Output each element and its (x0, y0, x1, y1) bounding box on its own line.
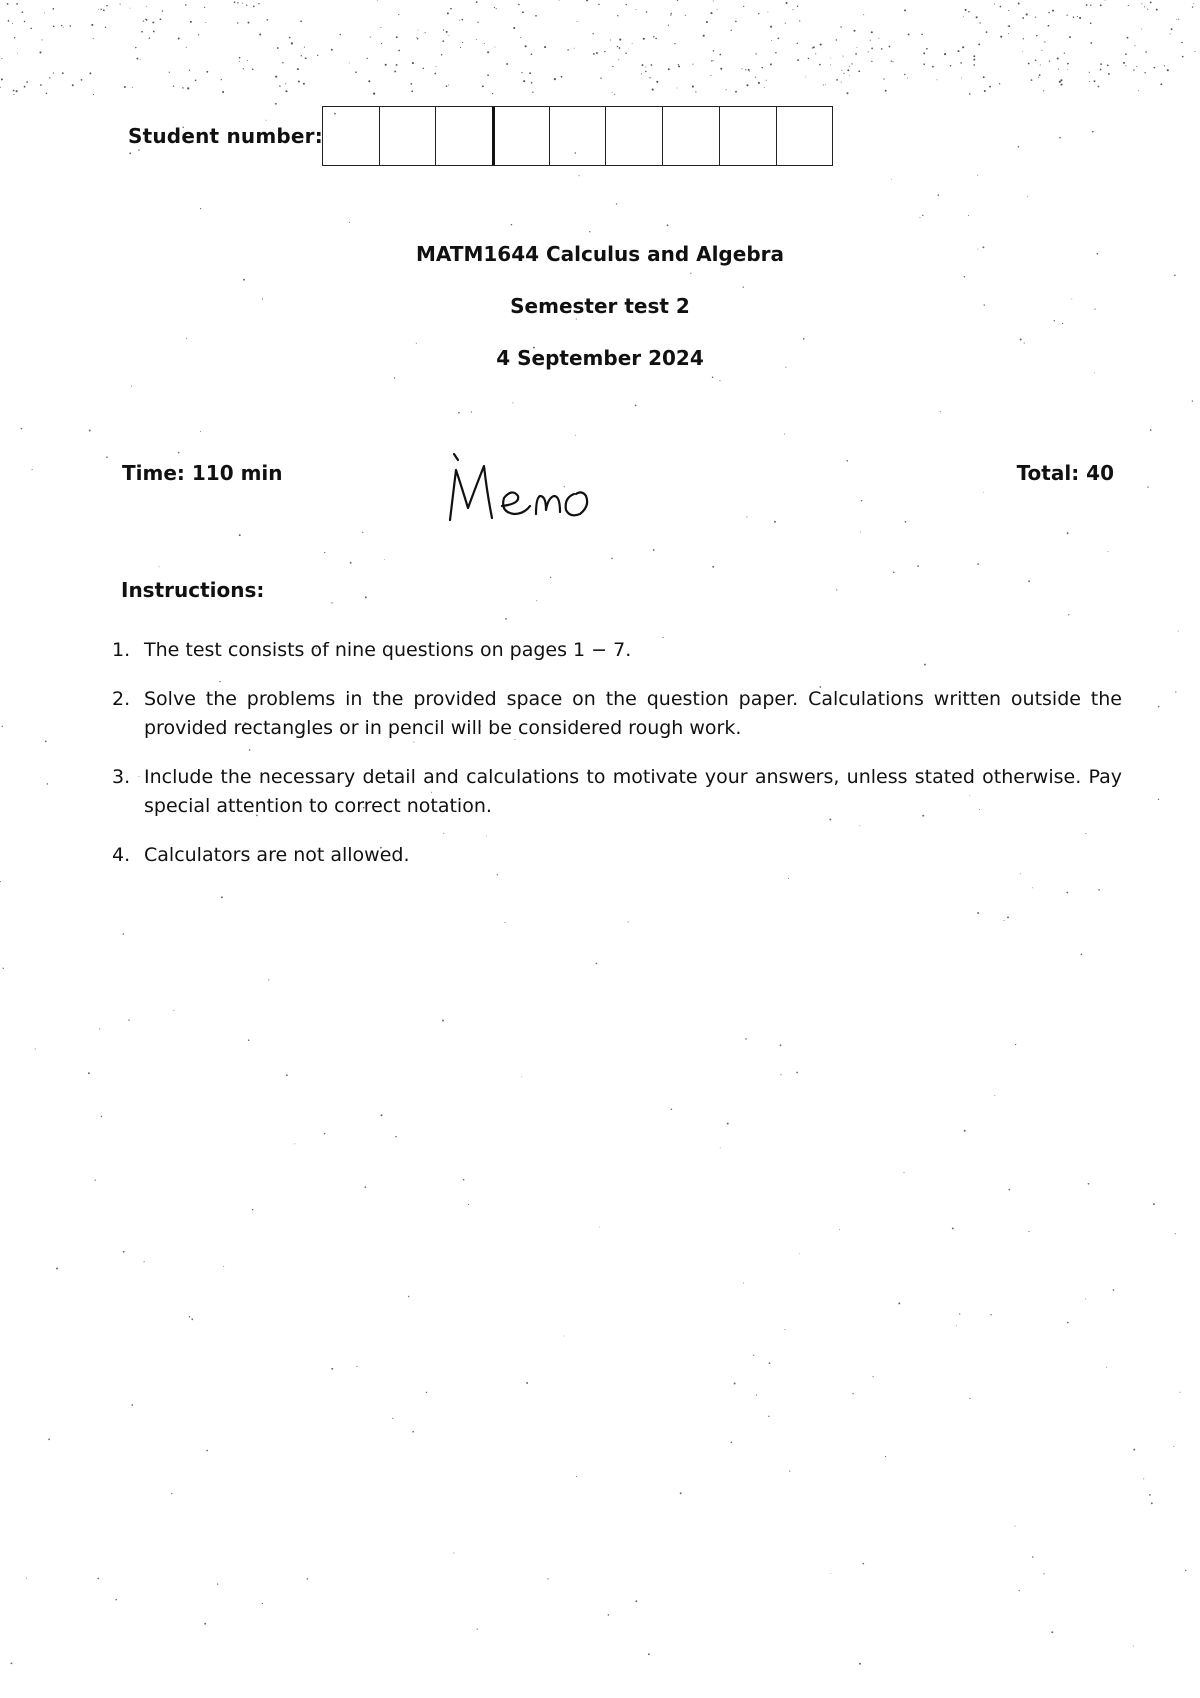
handwritten-memo-note (440, 448, 660, 538)
instruction-number: 1. (112, 639, 131, 661)
instructions-heading: Instructions: (121, 578, 265, 602)
course-title: MATM1644 Calculus and Algebra (416, 242, 784, 266)
student-number-boxes (322, 106, 833, 166)
instruction-number: 2. (112, 688, 131, 710)
student-number-label: Student number: (128, 124, 323, 148)
instruction-text: Include the necessary detail and calculations to motivate your answers, unless stated otherwise. Pay special attention to correct notation. (144, 766, 1122, 817)
instruction-text: Solve the problems in the provided space on the question paper. Calculations written outside the provided rectangles or in pencil will be considered rough work. (144, 688, 1122, 739)
time-allowed: Time: 110 min (122, 461, 283, 485)
instruction-item (112, 763, 1122, 821)
instruction-item (112, 685, 1122, 743)
student-number-box (605, 107, 662, 165)
instruction-text: The test consists of nine questions on pages 1 − 7. (144, 639, 632, 661)
student-number-box (379, 107, 436, 165)
student-number-box (776, 107, 833, 165)
test-date: 4 September 2024 (496, 346, 704, 370)
student-number-box (435, 107, 492, 165)
instruction-item (112, 841, 1122, 870)
student-number-box (719, 107, 776, 165)
instruction-number: 3. (112, 766, 131, 788)
student-number-box (662, 107, 719, 165)
student-number-box (492, 107, 549, 165)
instruction-number: 4. (112, 844, 131, 866)
test-name: Semester test 2 (510, 294, 690, 318)
student-number-box (549, 107, 606, 165)
instruction-item (112, 636, 1122, 665)
total-marks: Total: 40 (1016, 461, 1114, 485)
student-number-box (322, 107, 379, 165)
instruction-text: Calculators are not allowed. (144, 844, 410, 866)
instructions-list (112, 636, 1122, 890)
